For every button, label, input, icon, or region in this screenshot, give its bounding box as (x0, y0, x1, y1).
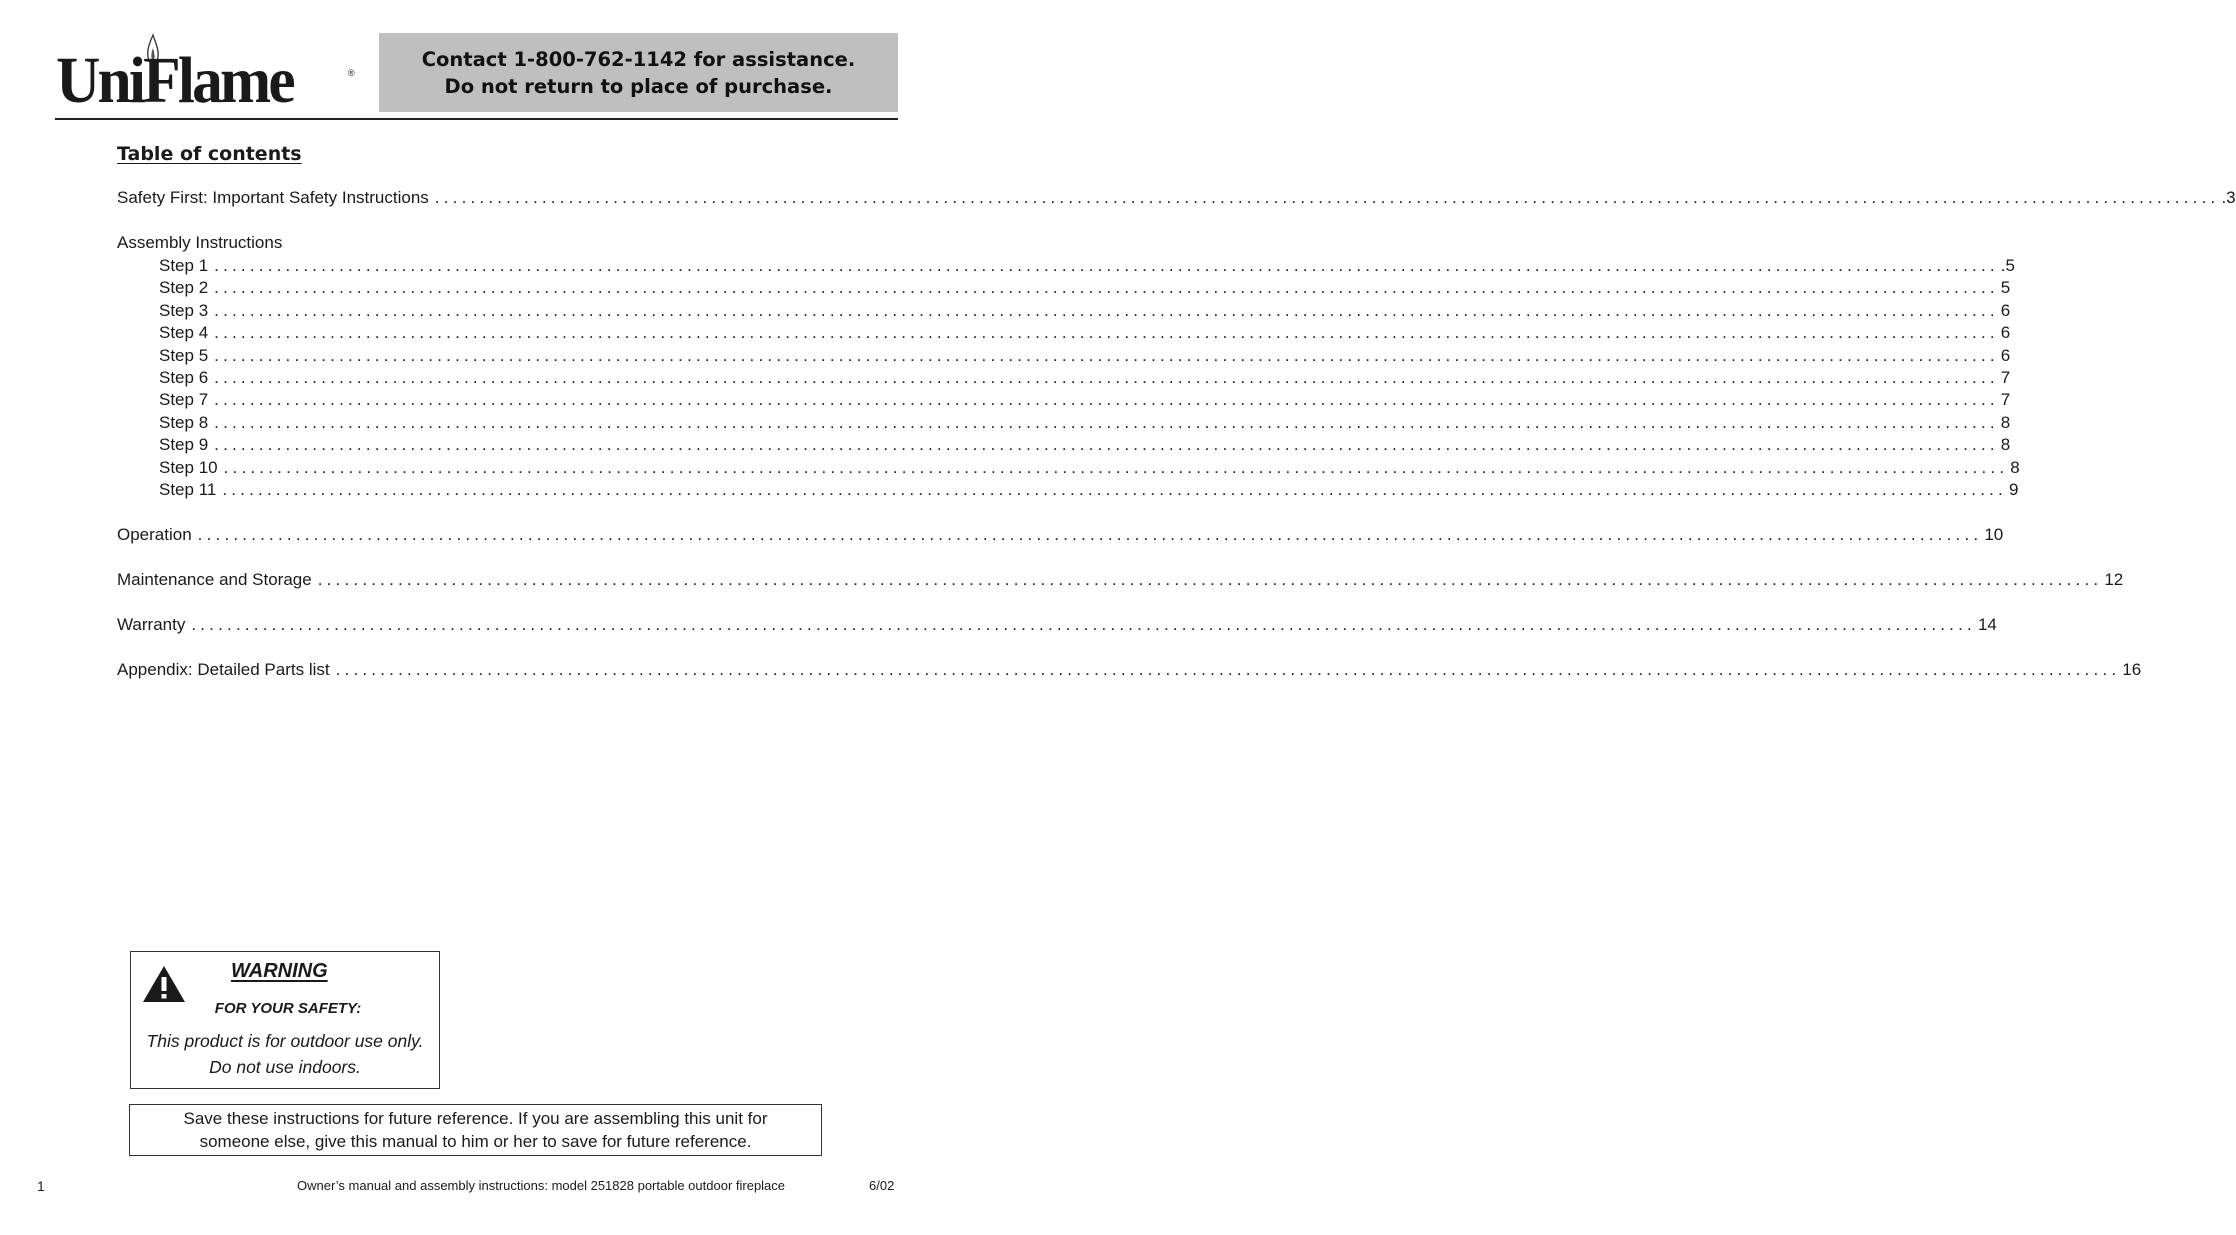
dot-leader: ........................................................................................................................................................................................................ (222, 480, 2007, 499)
registered-mark: ® (348, 68, 355, 78)
warning-triangle-icon (141, 964, 187, 1004)
footer-description: Owner’s manual and assembly instructions: model 251828 portable outdoor fireplace (297, 1178, 786, 1193)
toc-title: Table of contents (117, 143, 302, 165)
dot-leader: ........................................................................................................................................................................................................ (214, 323, 1999, 342)
logo-text: UniFlame (56, 44, 293, 117)
dot-leader: ........................................................................................................................................................................................................ (214, 256, 1999, 275)
save-note-line-1: Save these instructions for future reference. If you are assembling this unit for (183, 1109, 768, 1128)
dot-leader: ........................................................................................................................................................................................................ (214, 435, 1999, 454)
dot-leader: ........................................................................................................................................................................................................ (214, 413, 1999, 432)
toc-entry-step: Step 10 ........................................................................................................................................................................................................ 8 (159, 458, 2020, 477)
uniflame-logo (56, 34, 366, 117)
save-instructions-box (129, 1104, 822, 1156)
toc-entry-step: Step 2 ........................................................................................................................................................................................................ 5 (159, 278, 2011, 297)
footer-page-number: 1 (37, 1178, 45, 1194)
toc-entry-step: Step 4 ........................................................................................................................................................................................................ 6 (159, 323, 2011, 342)
toc-entry-step: Step 6 ........................................................................................................................................................................................................ 7 (159, 368, 2011, 387)
header-divider (55, 118, 898, 120)
footer-date: 6/02 (869, 1178, 895, 1193)
toc-entry-operation: Operation ........................................................................................................................................................................................................ 10 (117, 525, 2004, 544)
dot-leader: ........................................................................................................................................................................................................ (214, 390, 1999, 409)
warning-line-2: Do not use indoors. (209, 1057, 361, 1077)
toc-entry-label: Safety First: Important Safety Instructions (117, 188, 429, 207)
dot-leader: ........................................................................................................................................................................................................ (335, 660, 2121, 679)
toc-entry-warranty: Warranty ........................................................................................................................................................................................................ 14 (117, 615, 1997, 634)
dot-leader: ........................................................................................................................................................................................................ (223, 458, 2009, 477)
dot-leader: ........................................................................................................................................................................................................ (214, 278, 1999, 297)
warning-line-1: This product is for outdoor use only. (146, 1031, 424, 1051)
toc-entry-safety (117, 187, 2236, 209)
dot-leader: ........................................................................................................................................................................................................ (214, 301, 1999, 320)
dot-leader: ........................................................................................................................................................................................................ (197, 525, 1983, 544)
dot-leader: ........................................................................................................................................................................................................ (434, 188, 2220, 207)
warning-title: WARNING (231, 960, 328, 982)
toc-entry-step: Step 9 ........................................................................................................................................................................................................ 8 (159, 435, 2011, 454)
toc-entry-step: Step 5 ........................................................................................................................................................................................................ 6 (159, 346, 2011, 365)
toc-entry-step: Step 3 ........................................................................................................................................................................................................ 6 (159, 301, 2011, 320)
toc-entry-step: Step 8 ........................................................................................................................................................................................................ 8 (159, 413, 2011, 432)
toc-entry-step: Step 7 ........................................................................................................................................................................................................ 7 (159, 390, 2011, 409)
toc-heading-assembly: Assembly Instructions (117, 233, 283, 252)
toc-entry-page: .3 (2221, 188, 2236, 207)
toc-entry-maintenance: Maintenance and Storage ........................................................................................................................................................................................................ 12 (117, 570, 2124, 589)
toc-entry-step: Step 11 ........................................................................................................................................................................................................ 9 (159, 480, 2019, 499)
dot-leader: ........................................................................................................................................................................................................ (317, 570, 2103, 589)
contact-box (379, 33, 898, 112)
toc-entry-step: Step 1 ........................................................................................................................................................................................................ .5 (159, 256, 2015, 275)
dot-leader: ........................................................................................................................................................................................................ (214, 368, 1999, 387)
toc-entry-appendix: Appendix: Detailed Parts list ........................................................................................................................................................................................................ 16 (117, 660, 2142, 679)
dot-leader: ........................................................................................................................................................................................................ (191, 615, 1976, 634)
warning-box (130, 951, 440, 1089)
contact-line-1: Contact 1-800-762-1142 for assistance. (421, 47, 856, 71)
save-note-line-2: someone else, give this manual to him or her to save for future reference. (199, 1132, 752, 1151)
warning-subtitle: FOR YOUR SAFETY: (214, 1000, 362, 1017)
contact-line-2: Do not return to place of purchase. (444, 74, 833, 98)
dot-leader: ........................................................................................................................................................................................................ (214, 346, 1999, 365)
